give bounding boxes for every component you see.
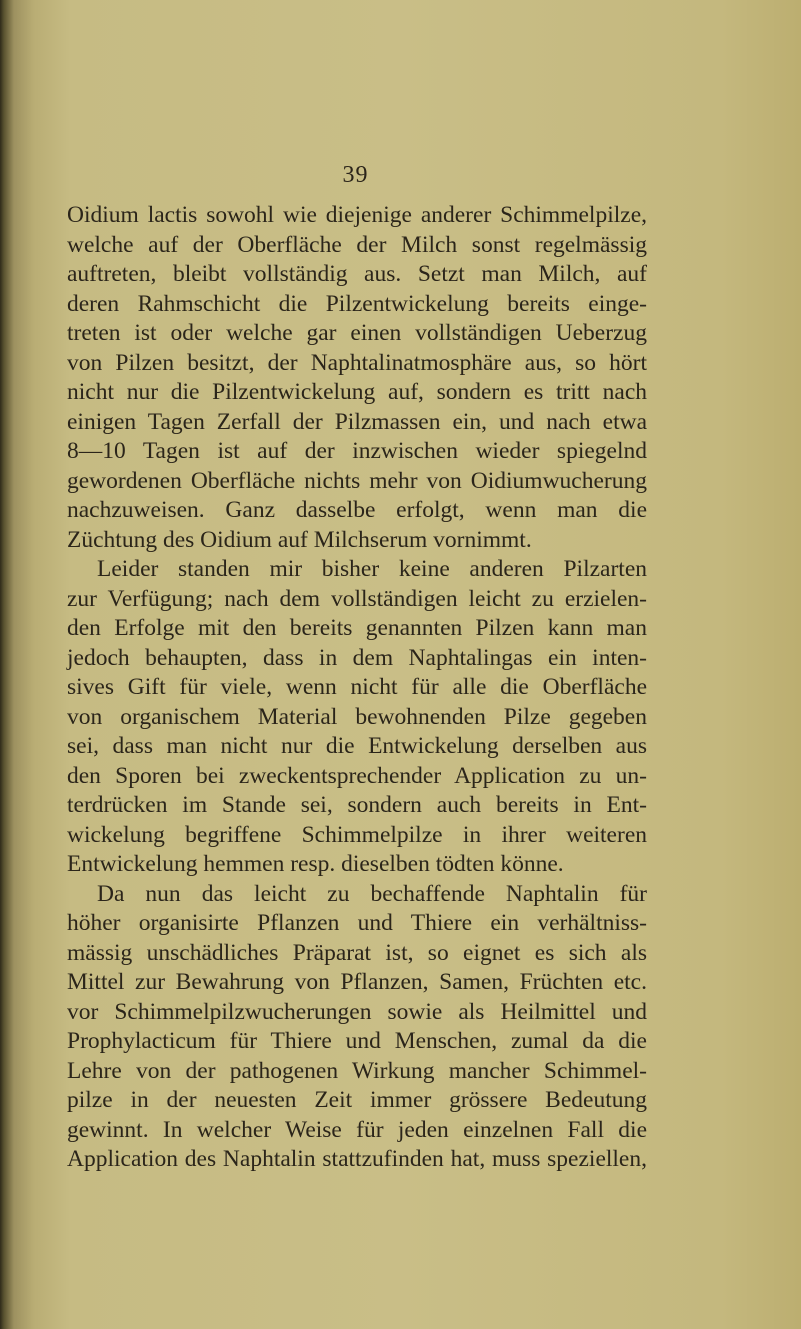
text-line: Application des Naphtalin stattzufinden hat, muss speziellen,: [67, 1146, 647, 1172]
text-line: Prophylacticum für Thiere und Menschen, zumal da die: [67, 1028, 647, 1054]
text-line: wickelung begriffene Schimmelpilze in ihrer weiteren: [67, 821, 647, 848]
text-line: mässig unschädliches Präparat ist, so eignet es sich als: [67, 939, 647, 966]
text-line: sives Gift für viele, wenn nicht für alle die Oberfläche: [67, 674, 647, 700]
text-line: gewordenen Oberfläche nichts mehr von Oidiumwucherung: [67, 467, 647, 494]
text-line: höher organisirte Pflanzen und Thiere ein verhältniss-: [67, 910, 647, 936]
text-line: gewinnt. In welcher Weise für jeden einzelnen Fall die: [67, 1116, 647, 1143]
body-text: [67, 201, 647, 1175]
text-line: auftreten, bleibt vollständig aus. Setzt man Milch, auf: [67, 261, 647, 287]
text-line: Entwickelung hemmen resp. dieselben tödten könne.: [67, 851, 564, 877]
text-line: vor Schimmelpilzwucherungen sowie als Heilmittel und: [67, 998, 647, 1025]
text-line: welche auf der Oberfläche der Milch sonst regelmässig: [67, 231, 647, 258]
text-line: pilze in der neuesten Zeit immer grössere Bedeutung: [67, 1087, 647, 1113]
text-line: nachzuweisen. Ganz dasselbe erfolgt, wenn man die: [67, 497, 647, 523]
text-line: Lehre von der pathogenen Wirkung mancher Schimmel-: [67, 1057, 647, 1084]
text-line: Oidium lactis sowohl wie diejenige anderer Schimmelpilze,: [67, 202, 647, 228]
paragraph-start-line: Leider standen mir bisher keine anderen Pilzarten: [97, 556, 647, 582]
text-line: jedoch behaupten, dass in dem Naphtalingas ein inten-: [67, 644, 647, 671]
text-line: sei, dass man nicht nur die Entwickelung derselben aus: [67, 733, 647, 759]
text-line: einigen Tagen Zerfall der Pilzmassen ein, und nach etwa: [67, 408, 647, 435]
text-line: den Sporen bei zweckentsprechender Application zu un-: [67, 762, 647, 789]
page-number: [0, 162, 801, 189]
paragraph-start-line: Da nun das leicht zu bechaffende Naphtalin für: [97, 880, 647, 907]
text-line: von Pilzen besitzt, der Naphtalinatmosphäre aus, so hört: [67, 349, 647, 376]
text-line: deren Rahmschicht die Pilzentwickelung bereits einge-: [67, 290, 647, 317]
text-line: Mittel zur Bewahrung von Pflanzen, Samen, Früchten etc.: [67, 969, 647, 995]
text-line: 8—10 Tagen ist auf der inzwischen wieder spiegelnd: [67, 438, 647, 464]
text-line: den Erfolge mit den bereits genannten Pilzen kann man: [67, 615, 647, 641]
text-line: terdrücken im Stande sei, sondern auch bereits in Ent-: [67, 792, 647, 818]
text-line: zur Verfügung; nach dem vollständigen leicht zu erzielen-: [67, 585, 647, 612]
text-line: nicht nur die Pilzentwickelung auf, sondern es tritt nach: [67, 379, 647, 405]
page-number-text: 39: [342, 162, 369, 188]
text-line: Züchtung des Oidium auf Milchserum vornimmt.: [67, 526, 532, 553]
text-line: treten ist oder welche gar einen vollständigen Ueberzug: [67, 320, 647, 346]
text-line: von organischem Material bewohnenden Pilze gegeben: [67, 703, 647, 730]
